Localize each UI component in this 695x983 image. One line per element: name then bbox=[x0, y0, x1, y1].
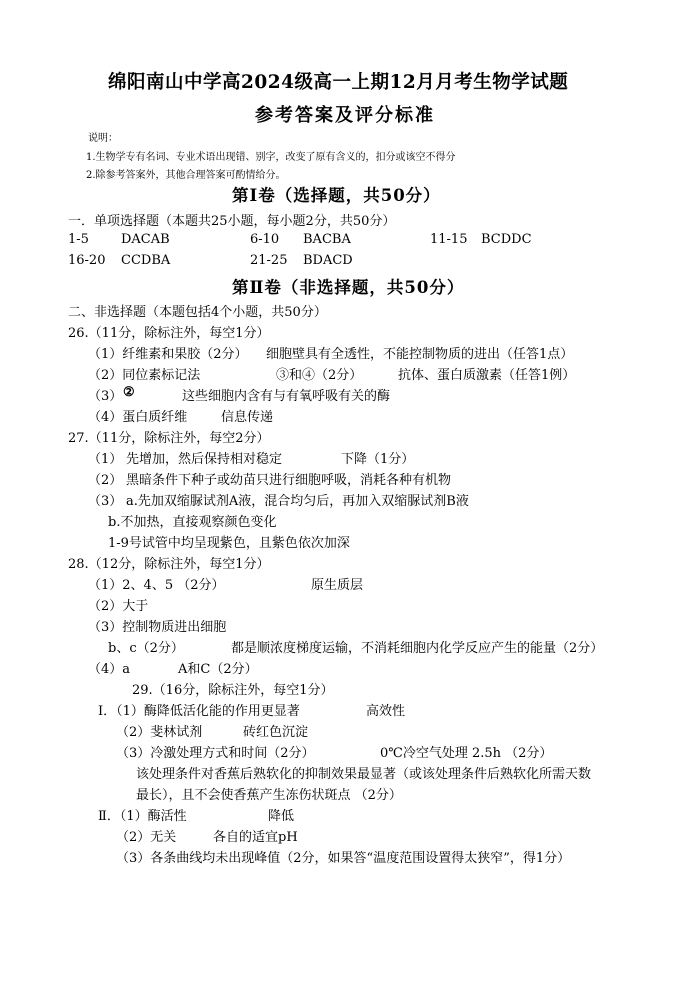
q29-i3-a: （3）冷激处理方式和时间（2分） bbox=[116, 746, 315, 761]
q26-heading: 26.（11分，除标注外，每空1分） bbox=[68, 326, 270, 341]
q29-ii1-b: 降低 bbox=[268, 809, 295, 824]
q27-line5: 1-9号试管中均呈现紫色，且紫色依次加深 bbox=[108, 536, 350, 551]
part1-intro: 一．单项选择题（本题共25小题，每小题2分，共50分） bbox=[68, 214, 396, 229]
q29-i3-b: 0℃冷空气处理 2.5h （2分） bbox=[380, 746, 553, 761]
q28-line4-a: b、c（2分） bbox=[108, 641, 184, 656]
q26-line4-b: 信息传递 bbox=[221, 410, 274, 425]
q29-ii1-a: Ⅱ．（1）酶活性 bbox=[98, 809, 187, 824]
q26-line3-c: 这些细胞内含有与有氧呼吸有关的酶 bbox=[182, 389, 391, 404]
answer-range: 1-5 bbox=[68, 232, 89, 247]
q27-line1-a: （1） bbox=[88, 452, 123, 467]
answer-range: 11-15 bbox=[430, 232, 468, 247]
q28-line4-b: 都是顺浓度梯度运输，不消耗细胞内化学反应产生的能量（2分） bbox=[231, 641, 604, 656]
q26-line1-b: 细胞壁具有全透性，不能控制物质的进出（任答1点） bbox=[266, 347, 574, 362]
answer-value: BCDDC bbox=[481, 232, 532, 247]
answer-value: BACBA bbox=[303, 232, 351, 247]
answer-range: 6-10 bbox=[250, 232, 280, 247]
q26-line2-a: （2）同位素标记法 bbox=[88, 368, 201, 383]
q27-line1-b: 先增加，然后保持相对稳定 bbox=[126, 452, 283, 467]
q29-heading: 29.（16分，除标注外，每空1分） bbox=[132, 683, 334, 698]
q26-line3-a: （3） bbox=[88, 389, 123, 404]
q28-heading: 28.（12分，除标注外，每空1分） bbox=[68, 557, 270, 572]
part2-intro: 二、非选择题（本题包括4个小题，共50分） bbox=[68, 305, 327, 320]
q27-line3-b: a.先加双缩脲试剂A液，混合均匀后，再加入双缩脲试剂B液 bbox=[126, 494, 469, 509]
q29-i1-a: Ⅰ．（1）酶降低活化能的作用更显著 bbox=[98, 704, 300, 719]
q28-line2: （2）大于 bbox=[88, 599, 149, 614]
q29-ii3: （3）各条曲线均未出现峰值（2分，如果答“温度范围设置得太狭窄”，得1分） bbox=[116, 851, 571, 866]
doc-title: 绵阳南山中学高2024级高一上期12月月考生物学试题 bbox=[108, 72, 569, 93]
q29-i4: 该处理条件对香蕉后熟软化的抑制效果最显著（或该处理条件后熟软化所需天数 bbox=[136, 767, 592, 782]
q27-line4: b.不加热，直接观察颜色变化 bbox=[108, 515, 277, 530]
part1-title: 第Ⅰ卷（选择题，共50分） bbox=[232, 186, 441, 205]
q27-line2-b: 黑暗条件下种子或幼苗只进行细胞呼吸，消耗各种有机物 bbox=[126, 473, 452, 488]
q29-ii2-a: （2）无关 bbox=[116, 830, 177, 845]
q29-i1-b: 高效性 bbox=[366, 704, 406, 719]
q27-heading: 27.（11分，除标注外，每空2分） bbox=[68, 431, 270, 446]
q29-ii2-b: 各自的适宜pH bbox=[213, 830, 298, 845]
answer-range: 16-20 bbox=[68, 253, 106, 268]
answer-value: BDACD bbox=[303, 253, 353, 268]
q28-line5-b: A和C（2分） bbox=[178, 662, 258, 677]
q26-line3-b: ② bbox=[123, 385, 135, 400]
q28-line5-a: （4）a bbox=[88, 662, 131, 677]
q28-line1-a: （1）2、4、5 （2分） bbox=[88, 578, 225, 593]
q29-i5: 最长），且不会使香蕉产生冻伤状斑点 （2分） bbox=[136, 788, 402, 803]
q28-line1-b: 原生质层 bbox=[311, 578, 364, 593]
part2-title: 第Ⅱ卷（非选择题，共50分） bbox=[232, 278, 465, 297]
q28-line3: （3）控制物质进出细胞 bbox=[88, 620, 227, 635]
q27-line3-a: （3） bbox=[88, 494, 123, 509]
answer-range: 21-25 bbox=[250, 253, 288, 268]
q29-i2-a: （2）斐林试剂 bbox=[116, 725, 203, 740]
q26-line2-c: 抗体、蛋白质激素（任答1例） bbox=[398, 368, 576, 383]
q27-line1-c: 下降（1分） bbox=[341, 452, 415, 467]
answer-value: CCDBA bbox=[121, 253, 171, 268]
notes-heading: 说明： bbox=[88, 133, 118, 144]
doc-subtitle: 参考答案及评分标准 bbox=[255, 105, 435, 126]
note-1: 1.生物学专有名词、专业术语出现错、别字，改变了原有含义的，扣分或该空不得分 bbox=[86, 152, 456, 163]
q29-i2-b: 砖红色沉淀 bbox=[243, 725, 309, 740]
q27-line2-a: （2） bbox=[88, 473, 123, 488]
q26-line4-a: （4）蛋白质纤维 bbox=[88, 410, 188, 425]
note-2: 2.除参考答案外，其他合理答案可酌情给分。 bbox=[86, 170, 286, 181]
answer-value: DACAB bbox=[121, 232, 170, 247]
q26-line1-a: （1）纤维素和果胶（2分） bbox=[88, 347, 248, 362]
q26-line2-b: ③和④（2分） bbox=[276, 368, 363, 383]
